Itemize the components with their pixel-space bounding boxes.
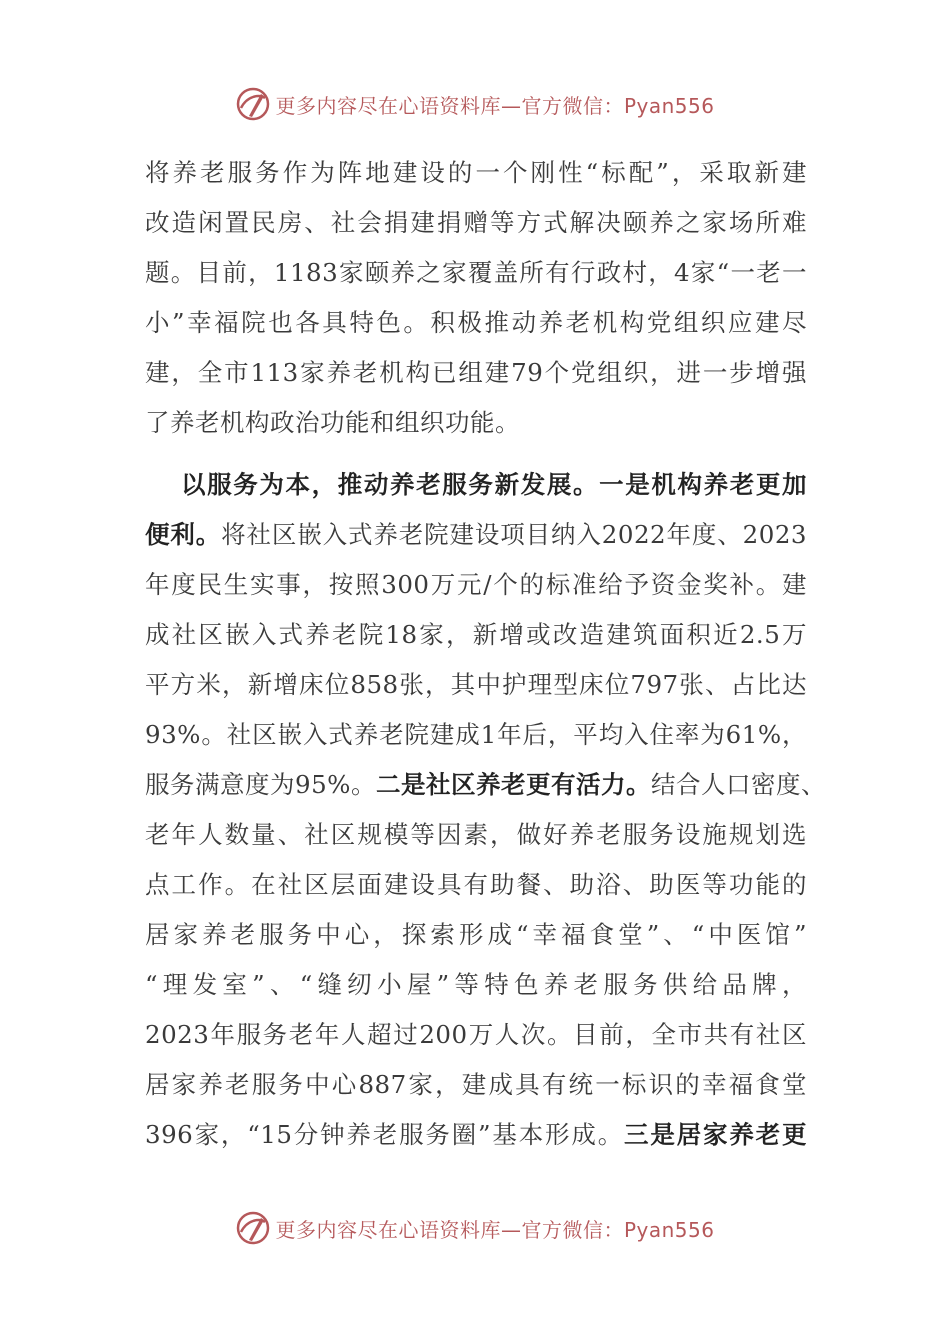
text-line: 点工作。在社区层面建设具有助餐、助浴、助医等功能的: [145, 870, 807, 899]
text-line: 年度民生实事，按照300万元/个的标准给予资金奖补。建: [145, 570, 807, 599]
text-line: 服务满意度为95%。二是社区养老更有活力。结合人口密度、: [145, 770, 826, 799]
text-line: 居家养老服务中心，探索形成“幸福食堂”、“中医馆”: [145, 920, 807, 949]
footer-banner: [0, 1208, 950, 1248]
text-line: 396家，“15分钟养老服务圈”基本形成。三是居家养老更: [145, 1120, 807, 1149]
text-line: 2023年服务老年人超过200万人次。目前，全市共有社区: [145, 1020, 807, 1049]
text-line: 将养老服务作为阵地建设的一个刚性“标配”，采取新建: [145, 158, 807, 187]
banner-text: 更多内容尽在心语资料库—官方微信：Pyan556: [275, 93, 715, 118]
text-line: 题。目前，1183家颐养之家覆盖所有行政村，4家“一老一: [145, 258, 807, 287]
text-line: 便利。将社区嵌入式养老院建设项目纳入2022年度、2023: [145, 520, 808, 549]
text-line: 小”幸福院也各具特色。积极推动养老机构党组织应建尽: [145, 308, 807, 337]
text-line: 老年人数量、社区规模等因素，做好养老服务设施规划选: [145, 820, 807, 849]
text-line: 改造闲置民房、社会捐建捐赠等方式解决颐养之家场所难: [145, 208, 807, 237]
text-line: 平方米，新增床位858张，其中护理型床位797张、占比达: [145, 670, 807, 699]
body-text: [145, 148, 826, 1160]
text-line: “理发室”、“缝纫小屋”等特色养老服务供给品牌，: [145, 970, 807, 999]
text-line: 成社区嵌入式养老院18家，新增或改造建筑面积近2.5万: [145, 620, 807, 649]
text-line: 93%。社区嵌入式养老院建成1年后，平均入住率为61%，: [145, 720, 807, 749]
text-line: 居家养老服务中心887家，建成具有统一标识的幸福食堂: [145, 1070, 807, 1099]
text-line: 建，全市113家养老机构已组建79个党组织，进一步增强: [145, 358, 807, 387]
pen-swirl-logo-icon: [235, 1210, 271, 1246]
pen-swirl-logo-icon: [235, 86, 271, 122]
section-heading-line: 以服务为本，推动养老服务新发展。一是机构养老更加: [181, 470, 807, 499]
banner-text: 更多内容尽在心语资料库—官方微信：Pyan556: [275, 1217, 715, 1242]
text-line: 了养老机构政治功能和组织功能。: [145, 408, 520, 437]
header-banner: [0, 84, 950, 124]
